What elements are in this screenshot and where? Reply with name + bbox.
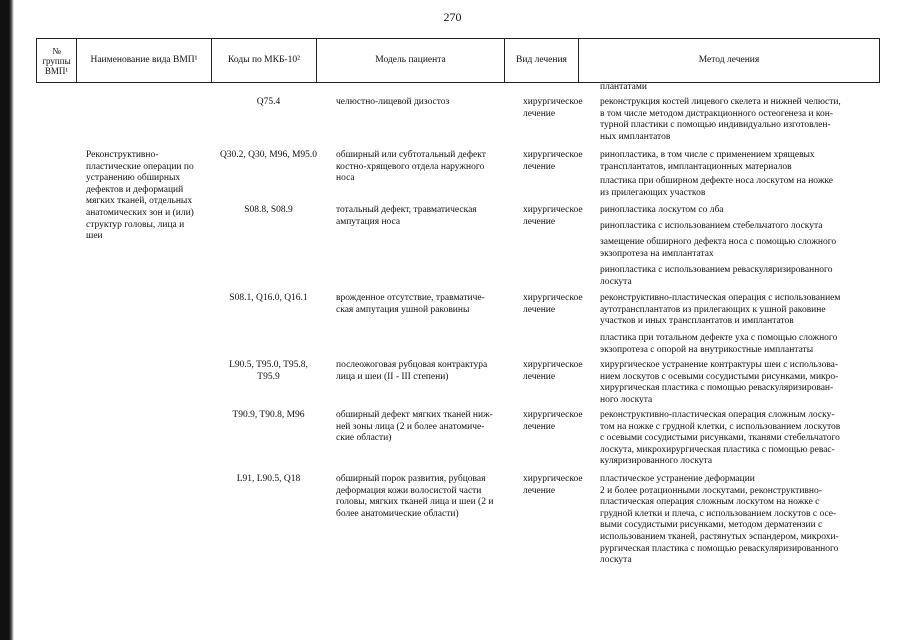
entry-treatment: хирургическое лечение — [523, 474, 583, 496]
entry-model: обширный или субтотальный дефект костно-хрящевого отдела наружного носа — [336, 150, 486, 184]
method-fragment: плантатами — [600, 82, 647, 92]
entry-method: хирургическое устранение контрактуры шеи с использова- нием лоскутов с осевыми сосудистыми рисунками, микро- хирургическая пластика с помощью реваскуляризирован- ного лоскута — [600, 360, 839, 405]
header-group-no: № группы ВМП¹ — [37, 39, 77, 83]
entry-treatment: хирургическое лечение — [523, 150, 583, 172]
entry-treatment: хирургическое лечение — [523, 205, 583, 227]
entry-treatment: хирургическое лечение — [523, 410, 583, 432]
entry-codes: S08.1, Q16.0, Q16.1 — [229, 293, 308, 303]
entry-treatment: хирургическое лечение — [523, 293, 583, 315]
entry-model: послеожоговая рубцовая контрактура лица и шеи (II - III степени) — [336, 360, 488, 382]
table-header — [36, 38, 880, 83]
header-method: Метод лечения — [579, 39, 880, 83]
header-type-name: Наименование вида ВМП¹ — [77, 39, 212, 83]
type-name: Реконструктивно- пластические операции по устранению обширных дефектов и деформаций мягких тканей, отдельных анатомических зон и (или) структур головы, лица и шеи — [86, 150, 194, 242]
entry-method: ринопластика с использованием стебельчатого лоскута — [600, 221, 823, 231]
entry-method: ринопластика, в том числе с применением хрящевых трансплантатов, имплантационных материалов — [600, 150, 815, 172]
entry-model: обширный дефект мягких тканей ниж- ней зоны лица (2 и более анатомиче- ские области) — [336, 410, 493, 444]
entry-codes: T90.9, T90.8, M96 — [232, 410, 305, 420]
entry-model: челюстно-лицевой дизостоз — [336, 97, 450, 107]
entry-codes: Q75.4 — [256, 97, 281, 107]
entry-model: врожденное отсутствие, травматиче- ская ампутация ушной раковины — [336, 293, 485, 315]
entry-model: обширный порок развития, рубцовая деформация кожи волосистой части головы, мягких тканей лица и шеи (2 и более анатомические области) — [336, 474, 494, 519]
entry-method: пластика при обширном дефекте носа лоскутом на ножке из прилегающих участков — [600, 176, 833, 198]
entry-codes: S08.8, S08.9 — [244, 205, 293, 215]
header-codes: Коды по МКБ-10² — [212, 39, 317, 83]
entry-method: ринопластика лоскутом со лба — [600, 205, 724, 215]
page-number: 270 — [443, 10, 462, 24]
entry-codes: Q30.2, Q30, M96, M95.0 — [219, 150, 318, 160]
entry-treatment: хирургическое лечение — [523, 97, 583, 119]
entry-method: реконструктивно-пластическая операция с использованием аутотрансплантатов из прилегающих к ушной раковине участков и иных трансплантатов и имплантатов — [600, 293, 841, 327]
entry-method: реконструкция костей лицевого скелета и нижней челюсти, в том числе методом дистракционного остеогенеза и кон- турной пластики с помощью индивидуально изготовлен- ных имплантатов — [600, 97, 841, 142]
entry-method: пластика при тотальном дефекте уха с помощью сложного экзопротеза с опорой на внутрикостные имплантаты — [600, 333, 838, 355]
entry-method: пластическое устранение деформации 2 и более ротационными лоскутами, реконструктивно- пластическая операция сложным лоскутом на ножке с грудной клетки и плеча, с использованием лоскутов с осе- выми сосудистыми рисунками, методом дерматензии с использованием тканей, растянутых эспандером, микрохи- рургическая пластика с помощью реваскуляризированного лоскута — [600, 474, 839, 566]
entry-method: ринопластика с использованием реваскуляризированного лоскута — [600, 265, 833, 287]
entry-codes: L91, L90.5, Q18 — [236, 474, 301, 484]
entry-method: реконструктивно-пластическая операция сложным лоску- том на ножке с грудной клетки, с использованием лоскутов с осевыми сосудистыми рисунками, тканями стебельчатого лоскута, микрохирургическая пластика с помощью ревас- куляризированного лоскута — [600, 410, 841, 467]
entry-model: тотальный дефект, травматическая ампутация носа — [336, 205, 477, 227]
entry-codes: L90.5, T95.0, T95.8, T95.9 — [229, 360, 308, 382]
header-model: Модель пациента — [317, 39, 505, 83]
header-row — [37, 39, 880, 83]
scan-edge — [0, 0, 14, 640]
header-treatment: Вид лечения — [505, 39, 579, 83]
entry-treatment: хирургическое лечение — [523, 360, 583, 382]
entry-method: замещение обширного дефекта носа с помощью сложного экзопротеза на имплантатах — [600, 237, 837, 259]
